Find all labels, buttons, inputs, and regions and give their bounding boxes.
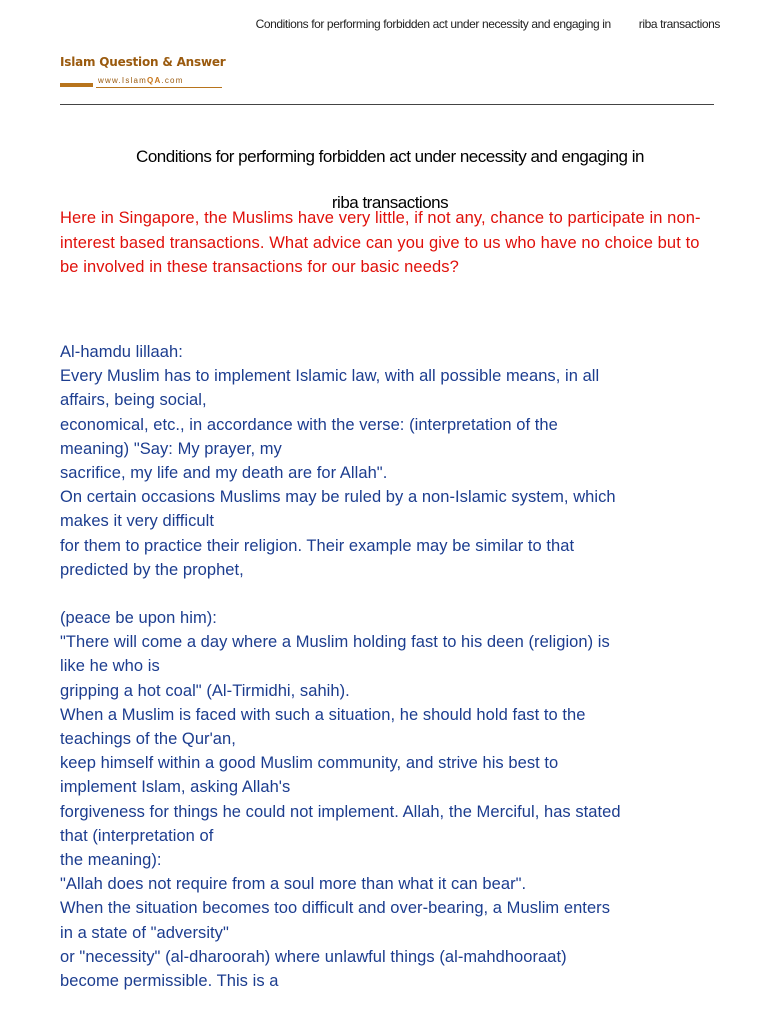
answer-blank-line xyxy=(60,582,720,606)
answer-line: in a state of "adversity" xyxy=(60,923,229,942)
answer-line: implement Islam, asking Allah's xyxy=(60,778,291,797)
answer-line: When a Muslim is faced with such a situation, he should hold fast to the xyxy=(60,705,586,724)
answer-line: meaning) "Say: My prayer, my xyxy=(60,439,282,458)
document-title-line-1: Conditions for performing forbidden act under necessity and engaging in xyxy=(136,147,644,166)
logo-underline xyxy=(96,87,222,88)
site-logo[interactable] xyxy=(60,55,230,91)
logo-accent-bar xyxy=(60,83,93,87)
running-header-title: Conditions for performing forbidden act under necessity and engaging in xyxy=(255,17,611,31)
answer-line: or "necessity" (al-dharoorah) where unlawful things (al-mahdhooraat) xyxy=(60,947,567,966)
answer-line: When the situation becomes too difficult and over-bearing, a Muslim enters xyxy=(60,899,611,918)
answer-line: sacrifice, my life and my death are for Allah". xyxy=(60,464,388,483)
question-text: Here in Singapore, the Muslims have very little, if not any, chance to participate in non-interest based transactions. What advice can you give to us who have no choice but to be involved in these transactions for our basic needs? xyxy=(60,209,701,276)
answer-line: "There will come a day where a Muslim holding fast to his deen (religion) is xyxy=(60,633,610,652)
answer-line: keep himself within a good Muslim community, and strive his best to xyxy=(60,754,559,773)
answer-line: (peace be upon him): xyxy=(60,609,217,628)
answer-line: makes it very difficult xyxy=(60,512,214,531)
answer-line: gripping a hot coal" (Al-Tirmidhi, sahih). xyxy=(60,681,350,700)
logo-url: www.IslamQA.com xyxy=(98,76,184,85)
answer-line: affairs, being social, xyxy=(60,391,207,410)
answer-line: that (interpretation of xyxy=(60,826,214,845)
logo-title: Islam Question & Answer xyxy=(60,55,226,69)
answer-line: for them to practice their religion. Their example may be similar to that xyxy=(60,536,575,555)
running-header-title-end: riba transactions xyxy=(638,17,720,31)
answer-text xyxy=(60,340,720,993)
document-title-line-2: riba transactions xyxy=(331,193,449,212)
answer-line: like he who is xyxy=(60,657,160,676)
answer-line: Every Muslim has to implement Islamic law, with all possible means, in all xyxy=(60,367,600,386)
answer-line: forgiveness for things he could not implement. Allah, the Merciful, has stated xyxy=(60,802,621,821)
header-divider xyxy=(60,104,714,105)
answer-line: economical, etc., in accordance with the verse: (interpretation of the xyxy=(60,415,558,434)
answer-line: teachings of the Qur'an, xyxy=(60,730,236,749)
answer-line: become permissible. This is a xyxy=(60,972,279,991)
answer-line: predicted by the prophet, xyxy=(60,560,244,579)
answer-line: Al-hamdu lillaah: xyxy=(60,343,183,361)
answer-line: "Allah does not require from a soul more than what it can bear". xyxy=(60,875,527,894)
answer-line: On certain occasions Muslims may be ruled by a non-Islamic system, which xyxy=(60,488,616,507)
running-header xyxy=(60,17,720,31)
answer-line: the meaning): xyxy=(60,851,162,870)
